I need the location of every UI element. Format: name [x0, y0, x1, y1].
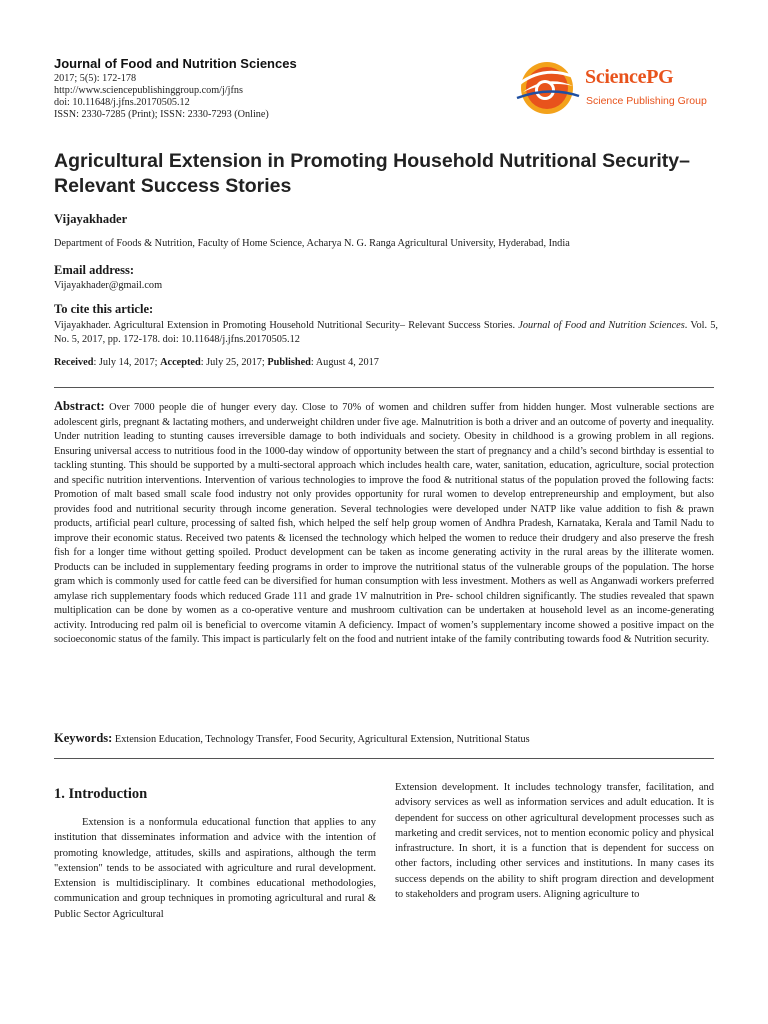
divider-bottom — [54, 758, 714, 759]
header-doi: doi: 10.11648/j.jfns.20170505.12 — [54, 97, 190, 108]
volume-pages: 2017; 5(5): 172-178 — [54, 73, 137, 84]
logo-tagline: Science Publishing Group — [586, 95, 707, 107]
received-date: : July 14, 2017; — [93, 357, 161, 368]
journal-name: Journal of Food and Nutrition Sciences — [54, 56, 297, 71]
article-title: Agricultural Extension in Promoting Household Nutritional Security– Relevant Success Stories — [54, 150, 690, 197]
section-heading-introduction: 1. Introduction — [54, 786, 148, 802]
keywords-text: Extension Education, Technology Transfer, Food Security, Agricultural Extension, Nutritional Status — [114, 734, 530, 745]
accepted-label: Accepted — [160, 357, 201, 368]
author-name: Vijayakhader — [54, 212, 128, 226]
logo-name: SciencePG — [585, 66, 674, 88]
abstract — [54, 399, 714, 648]
accepted-date: : July 25, 2017; — [200, 357, 268, 368]
email-heading: Email address: — [54, 263, 134, 277]
article-dates — [54, 357, 379, 368]
citation — [54, 319, 718, 347]
received-label: Received — [54, 357, 94, 368]
affiliation: Department of Foods & Nutrition, Faculty of Home Science, Acharya N. G. Ranga Agricultural University, Hyderabad, India — [54, 238, 570, 249]
cite-suffix: . Vol. 5, No. 5, 2017, pp. 172-178. doi: 10.11648/j.jfns.20170505.12 — [54, 320, 718, 345]
cite-prefix: Vijayakhader. Agricultural Extension in Promoting Household Nutritional Security– Relevant Success Stories. — [54, 320, 519, 331]
abstract-label: Abstract: — [54, 399, 105, 413]
issn: ISSN: 2330-7285 (Print); ISSN: 2330-7293 (Online) — [54, 109, 269, 120]
keywords-label: Keywords: — [54, 731, 113, 745]
cite-heading: To cite this article: — [54, 302, 154, 316]
divider-top — [54, 387, 714, 388]
abstract-text: Over 7000 people die of hunger every day. Close to 70% of women and children suffer from hidden hunger. Most vulnerable sections are adolescent girls, pregnant & lactating mothers, and underweight children under five age. Malnutrition is both a driver and an outcome of poverty and inequality. Under nutrition leading to stunting causes irreversible damage to both individuals and society. Obesity in childhood is a growing problem in all regions. Ensuring universal access to nutritious food in the 1000-day window of opportunity between the start of pregnancy and a child’s second birthday is essential to tackling stunting. This should be supported by a multi-sectoral approach which includes health care, water, sanitation, education, agriculture, social protection and specific nutrition interventions. Intervention of various technologies to improve the food & nutritional status of the population proved the following facts: Promotion of malt based small scale food industry not only provides opportunity for rural women to develop entrepreneurship and employment, but also provides food and nutritional security through income generation. Several technologies were developed under NATP like value addition to fish & prawn products, artificial pearl culture, processing of salted fish, which helped the self help group women of Andhra Pradesh, Karnataka, Kerala and Tamil Nadu to improve their economic status. Received two patents & licensed the technology which helped the women to reduce their drudgery and also preserve the fresh fish for a longer time without getting spoiled. Product development can be taken as income generating activity in the rural areas by the illiterate women. Products can be included in supplementary feeding programs in order to improve the nutritional status of the vulnerable groups of the population. The horse gram which is commonly used for cattle feed can be diversified for human consumption with less investment. Mothers as well as Anganwadi workers preferred amylase rich supplementary foods which reduced Grade 111 and grade 1V malnutrition in Pre- school children significantly. The studies revealed that spawn multiplication can be done by women as a co-operative venture and mushroom cultivation can be undertaken at household level as an income-generating activity. Introducing red palm oil is beneficial to overcome vitamin A deficiency. Impact of women’s supplementary income showed a positive impact on the socioeconomic status of the family. This impact is particularly felt on the food and nutrient intake of the family contributing towards food & Nutrition security. — [54, 402, 715, 645]
cite-journal: Journal of Food and Nutrition Sciences — [518, 320, 685, 331]
published-date: : August 4, 2017 — [310, 357, 379, 368]
intro-right-column: Extension development. It includes technology transfer, facilitation, and advisory services as well as information services and adult education. It is dependent for success on other agricultural development processes such as marketing and credit services, not to mention economic policy and physical infrastructure. In short, it is a function that is dependent for success on other factors, including other services and institutions. In many cases its success depends on the ability to shift program direction and development to stakeholders and program users. Aligning agriculture to — [395, 782, 714, 901]
intro-left-column: Extension is a nonformula educational function that applies to any institution that disseminates information and advice with the intention of promoting knowledge, attitudes, skills and aspirations, although the term "extension" tends to be associated with agriculture and rural development. Extension is multidisciplinary. It combines educational methodologies, communication and group techniques in promoting agricultural and rural & Public Sector Agricultural — [54, 817, 376, 920]
journal-url[interactable]: http://www.sciencepublishinggroup.com/j/jfns — [54, 85, 243, 96]
keywords — [54, 731, 714, 746]
email-address[interactable]: Vijayakhader@gmail.com — [54, 280, 163, 291]
published-label: Published — [267, 357, 311, 368]
